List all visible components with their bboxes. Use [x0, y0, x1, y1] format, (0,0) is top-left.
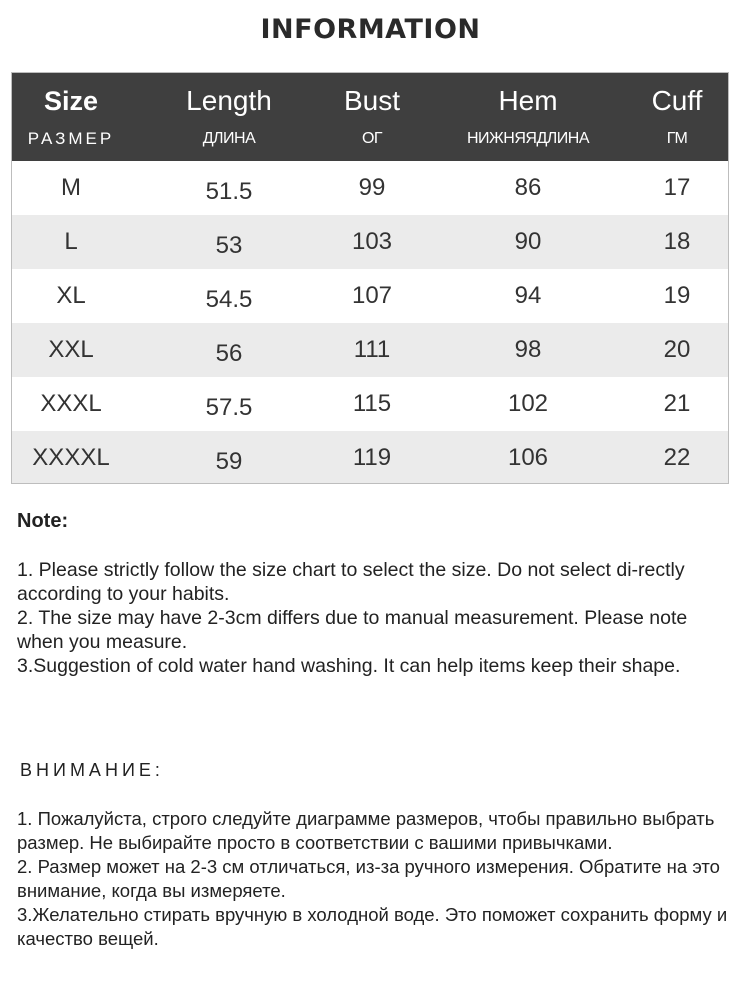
header-bust-ru: ОГ — [361, 130, 383, 147]
table-row — [12, 269, 728, 323]
note-heading: Note: — [17, 510, 69, 532]
ru-note-heading: ВНИМАНИЕ: — [20, 760, 164, 780]
note-list — [17, 558, 729, 678]
header-size — [12, 73, 130, 161]
header-hem — [432, 73, 624, 161]
note-item: 3.Suggestion of cold water hand washing. It can help items keep their shape. — [17, 655, 681, 677]
header-bust — [292, 73, 452, 161]
table-row — [12, 161, 728, 215]
header-hem-en: Hem — [498, 85, 558, 116]
cell-length: 53 — [215, 232, 243, 259]
cell-bust: 103 — [351, 228, 393, 255]
cell-bust: 115 — [352, 390, 392, 417]
ru-note-item: 3.Желательно стирать вручную в холодной воде. Это поможет сохранить форму и качество вещей. — [17, 904, 728, 949]
cell-bust: 107 — [351, 282, 393, 309]
cell-bust: 119 — [352, 444, 392, 471]
table-row — [12, 377, 728, 431]
cell-size: M — [61, 174, 81, 201]
note-item: 1. Please strictly follow the size chart to select the size. Do not select di-rectly according to your habits. — [17, 559, 685, 605]
cell-cuff: 22 — [663, 444, 691, 471]
header-size-en: Size — [43, 86, 99, 116]
header-size-ru: РАЗМЕР — [27, 129, 115, 148]
table-row — [12, 215, 728, 269]
cell-cuff: 21 — [663, 390, 691, 417]
header-length-ru: ДЛИНА — [202, 130, 256, 147]
cell-cuff: 20 — [663, 336, 691, 363]
header-length-en: Length — [186, 85, 272, 116]
cell-size: XXL — [48, 336, 94, 363]
cell-hem: 94 — [514, 282, 542, 309]
header-cuff-en: Cuff — [651, 85, 703, 116]
cell-bust: 99 — [358, 174, 386, 201]
ru-note-item: 1. Пожалуйста, строго следуйте диаграмме размеров, чтобы правильно выбрать размер. Не выбирайте просто в соответствии с вашими привычками. — [17, 808, 715, 853]
cell-size: XXXL — [40, 390, 102, 417]
cell-hem: 106 — [507, 444, 549, 471]
header-hem-ru: НИЖНЯЯДЛИНА — [466, 130, 590, 147]
cell-bust: 111 — [353, 336, 391, 363]
table-row — [12, 323, 728, 377]
cell-cuff: 18 — [663, 228, 691, 255]
header-cuff — [624, 73, 729, 161]
cell-hem: 86 — [514, 174, 542, 201]
cell-length: 59 — [215, 448, 243, 475]
note-item: 2. The size may have 2-3cm differs due to manual measurement. Please note when you measure. — [17, 607, 688, 653]
header-cuff-ru: ГМ — [666, 130, 688, 147]
size-table — [11, 72, 729, 484]
ru-note-item: 2. Размер может на 2-3 см отличаться, из-за ручного измерения. Обратите на это внимание, когда вы измеряете. — [17, 856, 720, 901]
cell-cuff: 19 — [663, 282, 691, 309]
cell-cuff: 17 — [663, 174, 691, 201]
cell-length: 54.5 — [205, 286, 253, 313]
cell-hem: 102 — [507, 390, 549, 417]
cell-length: 51.5 — [205, 178, 253, 205]
header-bust-en: Bust — [343, 85, 401, 116]
cell-length: 56 — [215, 340, 243, 367]
cell-size: L — [64, 228, 78, 255]
cell-hem: 98 — [514, 336, 542, 363]
table-row — [12, 431, 728, 484]
cell-length: 57.5 — [205, 394, 253, 421]
cell-size: XL — [56, 282, 86, 309]
cell-size: XXXXL — [32, 444, 110, 471]
table-header — [12, 73, 728, 161]
cell-hem: 90 — [514, 228, 542, 255]
page-title: INFORMATION — [260, 14, 481, 45]
ru-note-list — [17, 807, 729, 951]
